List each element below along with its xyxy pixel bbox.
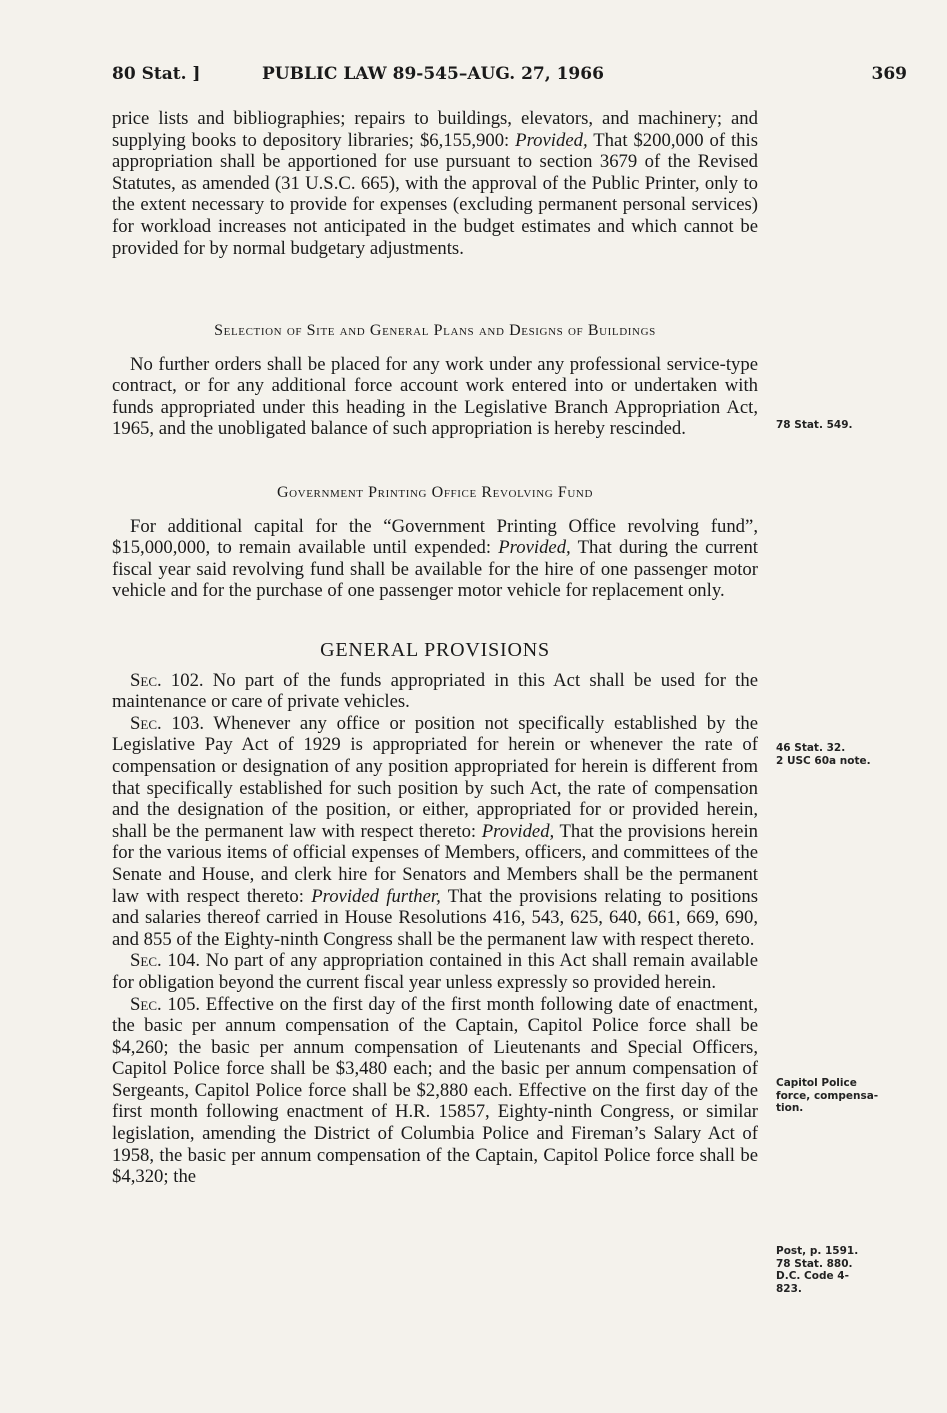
selection-section xyxy=(112,320,758,440)
sec-105: Sec. 105. Effective on the first day of the first month following date of enactment, the basic per annum compensation of the Captain, Capitol Police force shall be $4,260; the basic per annum compensation of Lieutenants and Special Officers, Capitol Police force shall be $3,480 each; and the basic per annum compensation of Sergeants, Capitol Police force shall be $2,880 each. Effective on the first day of the first month following enactment of H.R. 15857, Eighty-ninth Congress, or similar legislation, amending the District of Columbia Police and Fireman’s Salary Act of 1958, the basic per annum compensation of the Captain, Capitol Police force shall be $4,320; the xyxy=(112,993,758,1188)
sec-102: Sec. 102. No part of the funds appropriated in this Act shall be used for the maintenance or care of private vehicles. xyxy=(112,669,758,713)
margin-note-78-stat-549: 78 Stat. 549. xyxy=(776,419,853,431)
header-title: PUBLIC LAW 89-545–AUG. 27, 1966 xyxy=(262,64,604,84)
header-stat: 80 Stat. ] xyxy=(112,64,201,84)
opening-paragraph: price lists and bibliographies; repairs to buildings, elevators, and machinery; and supplying books to depository libraries; $6,155,900: Provided, That $200,000 of this appropriation shall be apportioned for use pursuant to section 3679 of the Revised Statutes, as amended (31 U.S.C. 665), with the approval of the Public Printer, only to the extent necessary to provide for expenses (excluding permanent personal services) for workload increases not anticipated in the budget estimates and which cannot be provided for by normal budgetary adjustments. xyxy=(112,108,758,259)
section-heading: Government Printing Office Revolving Fund xyxy=(276,484,594,501)
provided-italic: Provided, xyxy=(515,129,588,151)
general-provisions xyxy=(112,640,758,1188)
page-number: 369 xyxy=(871,64,907,84)
margin-note-46-stat-32: 46 Stat. 32. 2 USC 60a note. xyxy=(776,742,871,767)
sec-104: Sec. 104. No part of any appropriation contained in this Act shall remain available for obligation beyond the current fiscal year unless expressly so provided herein. xyxy=(112,950,758,993)
section-text: No further orders shall be placed for any work under any professional service-type contract, or for any additional force account work entered into or undertaken with funds appropriated under this heading in the Legislative Branch Appropriation Act, 1965, and the unobligated balance of such appropriation is hereby rescinded. xyxy=(112,353,758,440)
gpo-section xyxy=(112,482,758,602)
section-text: For additional capital for the “Government Printing Office revolving fund”, $15,000,000, to remain available until expended: Provided, That during the current fiscal year said revolving fund shall be available for the hire of one passenger motor vehicle and for the purchase of one passenger motor vehicle for replacement only. xyxy=(112,515,758,602)
general-provisions-heading: GENERAL PROVISIONS xyxy=(320,639,550,661)
margin-note-capitol-police: Capitol Police force, compensa- tion. xyxy=(776,1077,879,1114)
sec-103: Sec. 103. Whenever any office or position not specifically established by the Legislative Pay Act of 1929 is appropriated for herein or whenever the rate of compensation or designation of any position appropriated for herein is different from that specifically established for such position by such Act, the rate of compensation and the designation of the position, or either, appropriated for or provided herein, shall be the permanent law with respect thereto: Provided, That the provisions herein for the various items of official expenses of Members, officers, and committees of the Senate and House, and clerk hire for Senators and Members shall be the permanent law with respect thereto: Provided further, That the provisions relating to positions and salaries thereof carried in House Resolutions 416, 543, 625, 640, 661, 669, 690, and 855 of the Eighty-ninth Congress shall be the permanent law with respect thereto. xyxy=(112,712,758,950)
margin-note-post-1591: Post, p. 1591. 78 Stat. 880. D.C. Code 4- 823. xyxy=(776,1245,859,1295)
section-heading: Selection of Site and General Plans and Designs of Buildings xyxy=(214,322,656,339)
